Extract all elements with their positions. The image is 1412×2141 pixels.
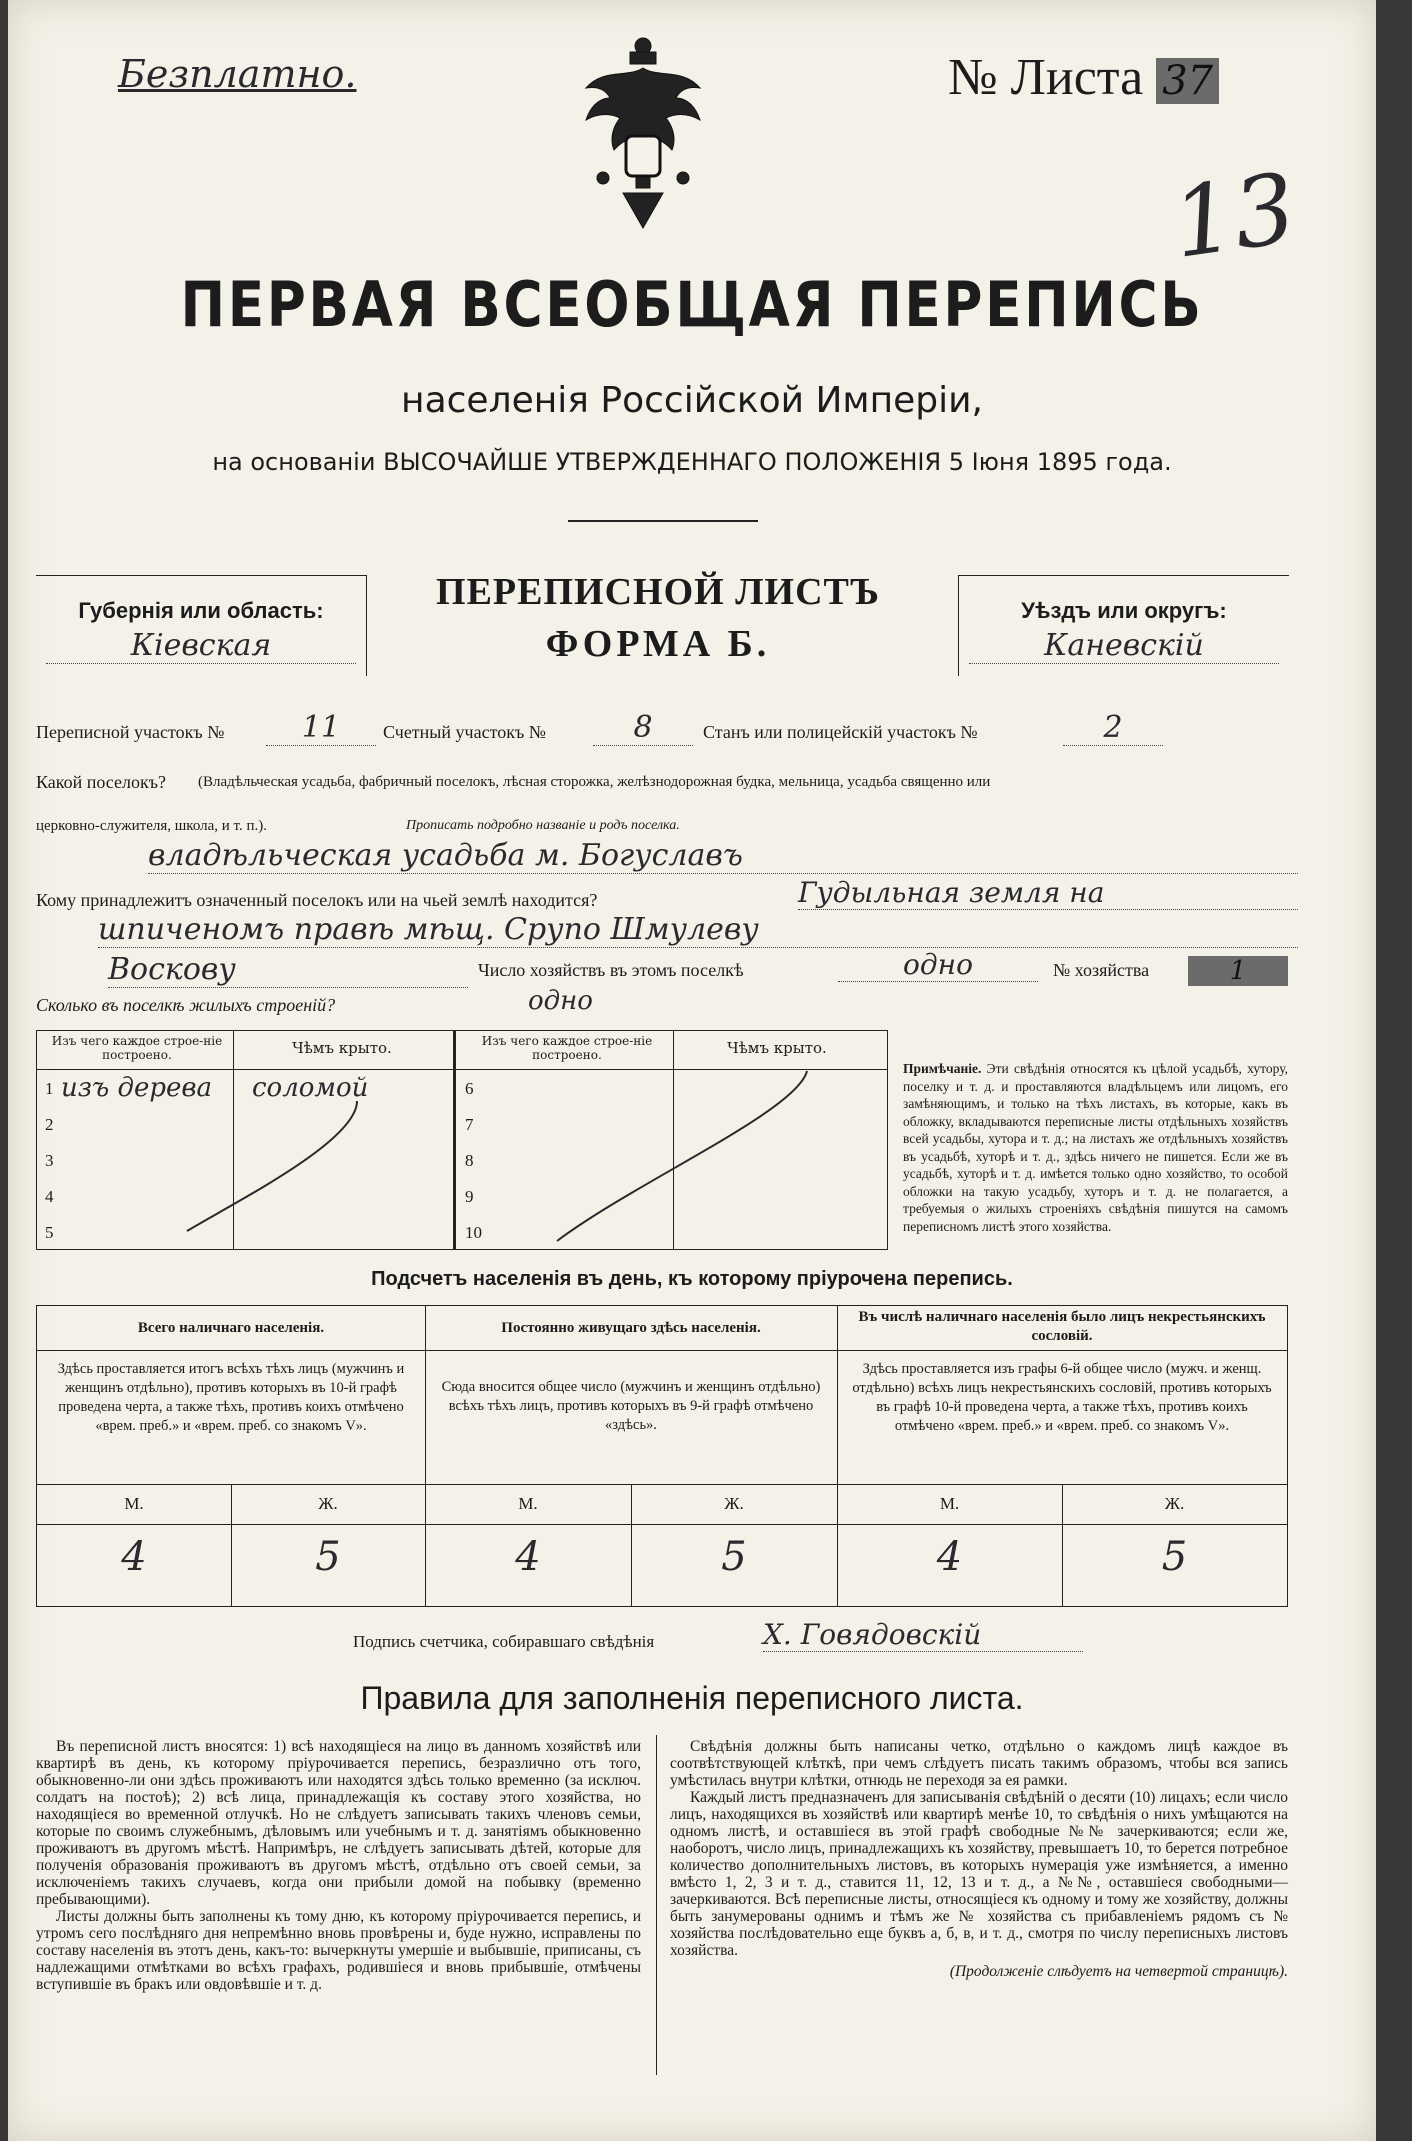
rules-right-column	[670, 1738, 1288, 1980]
building-row-num: 9	[465, 1187, 474, 1206]
page-title: ПЕРВАЯ ВСЕОБЩАЯ ПЕРЕПИСЬ	[180, 268, 1204, 341]
count-m-label: М.	[124, 1494, 144, 1513]
uchastok-label: Переписной участокъ №	[36, 722, 225, 742]
building-row-num: 3	[45, 1151, 54, 1170]
count-col2-desc: Сюда вносится общее число (мужчинъ и женщинъ отдѣльно) всѣхъ тѣхъ лицъ, противъ которыхъ въ 9-й графѣ отмѣчено «здѣсь».	[441, 1379, 821, 1433]
building-row-num: 7	[465, 1115, 474, 1134]
building-row-num: 5	[45, 1223, 54, 1242]
komu-value-3: Воскову	[108, 952, 468, 988]
stan-value: 2	[1063, 710, 1163, 746]
uchastok-value: 11	[266, 710, 376, 746]
uezd-value: Каневскій	[969, 628, 1279, 664]
stan-label: Станъ или полицейскій участокъ №	[703, 722, 978, 742]
building-row-num: 4	[45, 1187, 54, 1206]
count-zh-label: Ж.	[318, 1494, 338, 1513]
buildings-table	[36, 1030, 888, 1250]
stroeniy-value: одно	[528, 986, 593, 1016]
buildings-col2-head-left: Чѣмъ крыто.	[292, 1039, 392, 1057]
rules-continued: (Продолженіе слѣдуетъ на четвертой страницѣ).	[949, 1963, 1288, 1980]
census-sheet	[8, 0, 1376, 2141]
subtitle-population: населенія Россійской Имперіи,	[401, 380, 983, 421]
rules-divider	[656, 1735, 657, 2075]
poselok-hint-3: Прописать подробно названіе и родъ поселка.	[406, 818, 680, 833]
building-row-num: 10	[465, 1223, 482, 1242]
building-material: изъ дерева	[61, 1073, 213, 1103]
note-block	[903, 1060, 1288, 1235]
rules-left-column	[36, 1738, 641, 1993]
sheet-number-value: 37	[1156, 58, 1219, 104]
komu-label: Кому принадлежитъ означенный поселокъ или на чьей землѣ находится?	[36, 890, 598, 910]
building-row-num: 8	[465, 1151, 474, 1170]
imperial-eagle-icon	[568, 28, 718, 248]
poselok-label: Какой поселокъ?	[36, 772, 167, 792]
schetny-value: 8	[593, 710, 693, 746]
corner-number: 13	[1165, 152, 1303, 280]
buildings-col1-head-left: Изъ чего каждое строе-ніе построено.	[51, 1034, 223, 1062]
count-value: 5	[315, 1534, 341, 1580]
note-text: Эти свѣдѣнія относятся къ цѣлой усадьбѣ, хутору, поселку и т. д. и проставляются владѣльцемъ или лицомъ, его замѣняющимъ, и только на тѣхъ листахъ, въ которые, какъ въ обложку, вкладываются переписные листы отдѣльныхъ хозяйствъ всей усадьбы, хутора и т. д.; на листахъ же отдѣльныхъ хозяйствъ въ усадьбѣ, хуторѣ и т. д., здѣсь ничего не пишется. Если же въ усадьбѣ, хуторѣ и т. д. имѣется только одно хозяйство, то особой обложки на такую усадьбу, хуторъ и т. д. не полагается, а требуемыя о жилыхъ строеніяхъ свѣдѣнія пишутся на самомъ переписномъ листѣ этого хозяйства.	[903, 1061, 1288, 1234]
building-roof: соломой	[252, 1073, 369, 1103]
signature-label: Подпись счетчика, собиравшаго свѣдѣнія	[353, 1632, 655, 1651]
guberniya-box	[36, 575, 367, 676]
count-table	[36, 1305, 1288, 1607]
rules-title: Правила для заполненія переписного листа.	[360, 1680, 1024, 1716]
rules-right-p1: Свѣдѣнія должны быть написаны четко, отдѣльно о каждомъ лицѣ каждое въ соотвѣтствующей клѣткѣ, при чемъ слѣдуетъ писать такимъ образомъ, чтобы вся запись умѣстилась внутри клѣтки, отнюдь не переходя за ея рамки.	[670, 1738, 1288, 1789]
rules-left-p2: Листы должны быть заполнены къ тому дню, къ которому пріурочивается перепись, и утромъ сего послѣдняго дня непремѣнно вновь провѣрены и, буде нужно, исправлены по составу населенія въ этотъ день, какъ-то: вычеркнуты умершіе и выбывшіе, приписаны, съ надлежащими отмѣтками во всѣхъ графахъ, родившіеся и вновь прибывшіе, отмѣчены вступившіе въ бракъ или овдовѣвшіе и т. д.	[36, 1908, 641, 1993]
guberniya-value: Кіевская	[46, 628, 356, 664]
count-m-label: М.	[939, 1494, 960, 1513]
count-col3-head: Въ числѣ наличнаго населенія было лицъ некрестьянскихъ сословій.	[858, 1309, 1266, 1344]
count-m-label: М.	[518, 1494, 538, 1513]
buildings-col2-head-right: Чѣмъ крыто.	[727, 1039, 827, 1057]
count-col1-desc: Здѣсь проставляется итогъ всѣхъ тѣхъ лицъ (мужчинъ и женщинъ отдѣльно), противъ которыхъ въ 10-й графѣ проведена черта, а также тѣхъ, противъ коихъ отмѣчено «врем. преб.» и «врем. преб. со знакомъ V».	[57, 1361, 405, 1434]
count-zh-label: Ж.	[724, 1494, 744, 1513]
buildings-col1-head-right: Изъ чего каждое строе-ніе построено.	[481, 1034, 653, 1062]
building-row-num: 1	[45, 1079, 54, 1098]
count-value: 5	[1161, 1534, 1188, 1580]
form-label: ФОРМА Б.	[545, 623, 771, 665]
poselok-value: владѣльческая усадьба м. Богуславъ	[148, 838, 1298, 874]
count-zh-label: Ж.	[1164, 1494, 1185, 1513]
khoz-value: одно	[838, 948, 1038, 982]
sheet-number	[948, 48, 1219, 107]
uezd-label: Уѣздъ или округъ:	[1021, 598, 1227, 623]
building-row-num: 2	[45, 1115, 54, 1134]
note-label: Примѣчаніе.	[903, 1061, 982, 1076]
sheet-number-label: № Листа	[948, 49, 1144, 106]
count-title: Подсчетъ населенія въ день, къ которому пріурочена перепись.	[371, 1268, 1013, 1290]
poselok-hint-2: церковно-служителя, школа, и т. п.).	[36, 818, 267, 834]
khoz-no-value: 1	[1188, 956, 1288, 986]
building-row-num: 6	[465, 1079, 474, 1098]
komu-value-1: Гудыльная земля на	[798, 876, 1298, 910]
schetny-label: Счетный участокъ №	[383, 722, 546, 742]
khoz-no-label: № хозяйства	[1053, 960, 1150, 980]
stroeniy-label: Сколько въ поселкѣ жилыхъ строеній?	[36, 995, 336, 1015]
free-label: Безплатно.	[118, 52, 357, 96]
count-col1-head: Всего наличнаго населенія.	[137, 1320, 325, 1336]
title-divider	[568, 520, 758, 522]
poselok-hint-1: (Владѣльческая усадьба, фабричный поселокъ, лѣсная сторожка, желѣзнодорожная будка, мельница, усадьба священно или	[198, 774, 991, 790]
subtitle-decree: на основаніи ВЫСОЧАЙШЕ УТВЕРЖДЕННАГО ПОЛОЖЕНІЯ 5 Іюня 1895 года.	[212, 448, 1172, 476]
count-col3-desc: Здѣсь проставляется изъ графы 6-й общее число (мужч. и женщ. отдѣльно) всѣхъ лицъ некрестьянскихъ сословій, противъ которыхъ въ графѣ 10-й проведена черта, а также тѣхъ, противъ коихъ отмѣчено «врем. преб.» и «врем. преб. со знакомъ V».	[852, 1361, 1272, 1434]
rules-left-p1: Въ переписной листъ вносятся: 1) всѣ находящіеся на лицо въ данномъ хозяйствѣ или квартирѣ въ день, къ которому пріурочивается перепись, безразлично отъ того, обыкновенно-ли они здѣсь проживаютъ или находятся здѣсь только временно (за исключ. солдатъ на постоѣ); 2) всѣ лица, принадлежащія къ составу этого хозяйства, но находящіеся во временной отлучкѣ. Но не слѣдуетъ записывать такихъ членовъ семьи, которые по своимъ служебнымъ, дѣловымъ или учебнымъ и т. д. занятіямъ обыкновенно проживаютъ въ другомъ мѣстѣ. Напримѣръ, не слѣдуетъ записывать дѣтей, которые для полученія образованія проживаютъ въ другомъ мѣстѣ, отдѣльно отъ своей семьи, за исключеніемъ такихъ случаевъ, когда они прибыли домой на побывку (временно пребывающими).	[36, 1738, 641, 1908]
komu-value-2: шпиченомъ правѣ мѣщ. Срупо Шмулеву	[98, 912, 1298, 948]
rules-right-p2: Каждый листъ предназначенъ для записыванія свѣдѣній о десяти (10) лицахъ; если число лицъ, находящихся въ хозяйствѣ или квартирѣ менѣе 10, то свѣдѣнія о нихъ умѣщаются на одномъ листѣ, и оставшіеся въ этой графѣ свободные №№ зачеркиваются; если же, наоборотъ, число лицъ, принадлежащихъ къ хозяйству, превышаетъ 10, то берется потребное количество дополнительныхъ листовъ, въ которыхъ нумерація уже измѣняется, а именно вмѣсто 1, 2, 3 и т. д., ставится 11, 12, 13 и т. д., а №№, оставшіеся свободными—зачеркиваются. Всѣ переписные листы, относящіеся къ одному и тому же хозяйству, должны быть занумерованы однимъ и тѣмъ же № хозяйства съ прибавленіемъ рядомъ съ № хозяйства послѣдовательно еще буквъ а, б, в, и т. д., смотря по числу переписныхъ листовъ хозяйства.	[670, 1789, 1288, 1959]
guberniya-label: Губернія или область:	[78, 598, 324, 623]
khoz-label: Число хозяйствъ въ этомъ поселкѣ	[478, 960, 744, 980]
strike-through-marks	[37, 1031, 887, 1249]
signature-value: Х. Говядовскій	[763, 1618, 1083, 1652]
uezd-box	[958, 575, 1289, 676]
form-name: ПЕРЕПИСНОЙ ЛИСТЪ	[436, 571, 880, 613]
count-value: 4	[515, 1534, 541, 1580]
count-value: 4	[121, 1534, 147, 1580]
count-value: 5	[721, 1534, 747, 1580]
count-value: 4	[936, 1534, 963, 1580]
count-col2-head: Постоянно живущаго здѣсь населенія.	[501, 1320, 761, 1336]
